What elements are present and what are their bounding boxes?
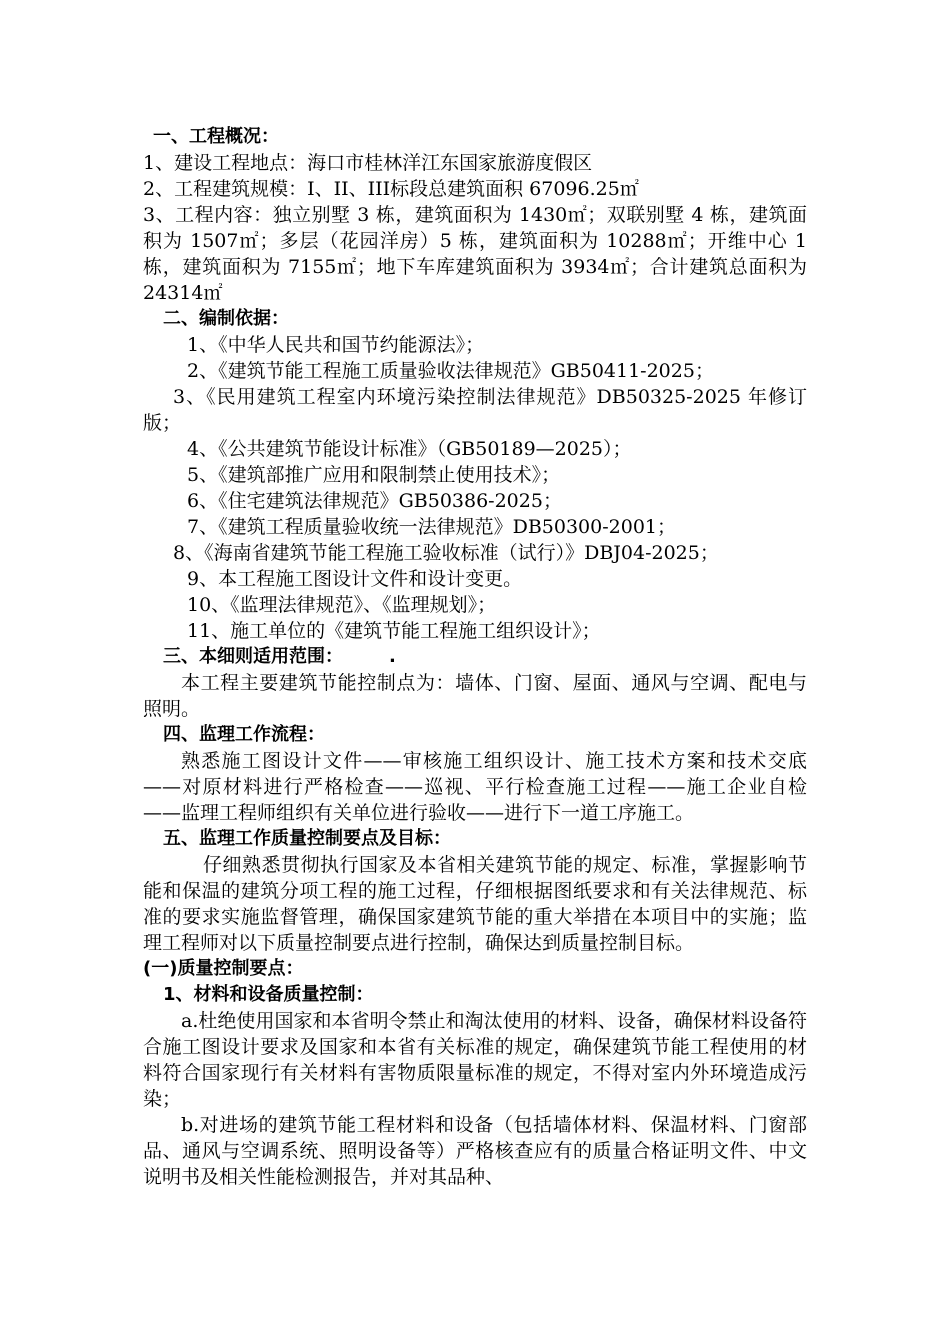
section-5-heading: 五、监理工作质量控制要点及目标： xyxy=(163,828,451,849)
project-scale: 2、工程建筑规模：I、II、III标段总建筑面积 67096.25㎡ xyxy=(143,178,639,200)
basis-item-9: 9、本工程施工图设计文件和设计变更。 xyxy=(187,568,523,590)
basis-item-8: 8、《海南省建筑节能工程施工验收标准（试行）》DBJ04-2025； xyxy=(173,542,719,564)
subsection-quality-control-points: (一)质量控制要点： xyxy=(143,958,304,979)
basis-item-5: 5、《建筑部推广应用和限制禁止使用技术》； xyxy=(187,464,561,486)
scope-text: 本工程主要建筑节能控制点为：墙体、门窗、屋面、通风与空调、配电与照明。 xyxy=(143,672,807,720)
basis-item-6: 6、《住宅建筑法律规范》GB50386-2025； xyxy=(187,490,562,512)
section-3-title: 三、本细则适用范围： xyxy=(163,646,343,667)
basis-item-4: 4、《公共建筑节能设计标准》（GB50189—2025）； xyxy=(187,438,632,460)
materials-item-b: b.对进场的建筑节能工程材料和设备（包括墙体材料、保温材料、门窗部品、通风与空调系统、照明设备等）严格核查应有的质量合格证明文件、中文说明书及相关性能检测报告，并对其品种、 xyxy=(143,1114,807,1188)
section-1-heading: 一、工程概况： xyxy=(153,126,279,147)
section-3-heading xyxy=(143,644,807,670)
section-4-heading: 四、监理工作流程： xyxy=(163,724,325,745)
basis-item-1: 1、《中华人民共和国节约能源法》； xyxy=(187,334,485,356)
document-body xyxy=(143,124,807,1190)
section-2-heading: 二、编制依据： xyxy=(163,308,289,329)
basis-item-3: 3、《民用建筑工程室内环境污染控制法律规范》DB50325-2025 年修订版； xyxy=(143,386,807,434)
basis-item-11: 11、施工单位的《建筑节能工程施工组织设计》； xyxy=(187,620,601,642)
basis-item-7: 7、《建筑工程质量验收统一法律规范》DB50300-2001； xyxy=(187,516,677,538)
basis-item-2: 2、《建筑节能工程施工质量验收法律规范》GB50411-2025； xyxy=(187,360,714,382)
section-3-mark: . xyxy=(389,646,396,667)
project-location: 1、建设工程地点：海口市桂林洋江东国家旅游度假区 xyxy=(143,152,593,174)
materials-item-a: a.杜绝使用国家和本省明令禁止和淘汰使用的材料、设备，确保材料设备符合施工图设计要求及国家和本省有关标准的规定，确保建筑节能工程使用的材料符合国家现行有关材料有害物质限量标准的规定，不得对室内外环境造成污染； xyxy=(143,1010,807,1110)
quality-objective-text: 仔细熟悉贯彻执行国家及本省相关建筑节能的规定、标准，掌握影响节能和保温的建筑分项工程的施工过程，仔细根据图纸要求和有关法律规范、标准的要求实施监督管理，确保国家建筑节能的重大举措在本项目中的实施；监理工程师对以下质量控制要点进行控制，确保达到质量控制目标。 xyxy=(143,854,807,954)
project-content: 3、工程内容：独立别墅 3 栋，建筑面积为 1430㎡；双联别墅 4 栋，建筑面积为 1507㎡；多层（花园洋房）5 栋，建筑面积为 10288㎡；开维中心 1 栋，建筑面积为 7155㎡；地下车库建筑面积为 3934㎡；合计建筑总面积为 24314㎡ xyxy=(143,204,807,304)
subsection-materials-equipment: 1、材料和设备质量控制： xyxy=(163,984,374,1005)
workflow-text: 熟悉施工图设计文件——审核施工组织设计、施工技术方案和技术交底——对原材料进行严格检查——巡视、平行检查施工过程——施工企业自检——监理工程师组织有关单位进行验收——进行下一道工序施工。 xyxy=(143,750,807,824)
basis-item-10: 10、《监理法律规范》、《监理规划》； xyxy=(187,594,497,616)
